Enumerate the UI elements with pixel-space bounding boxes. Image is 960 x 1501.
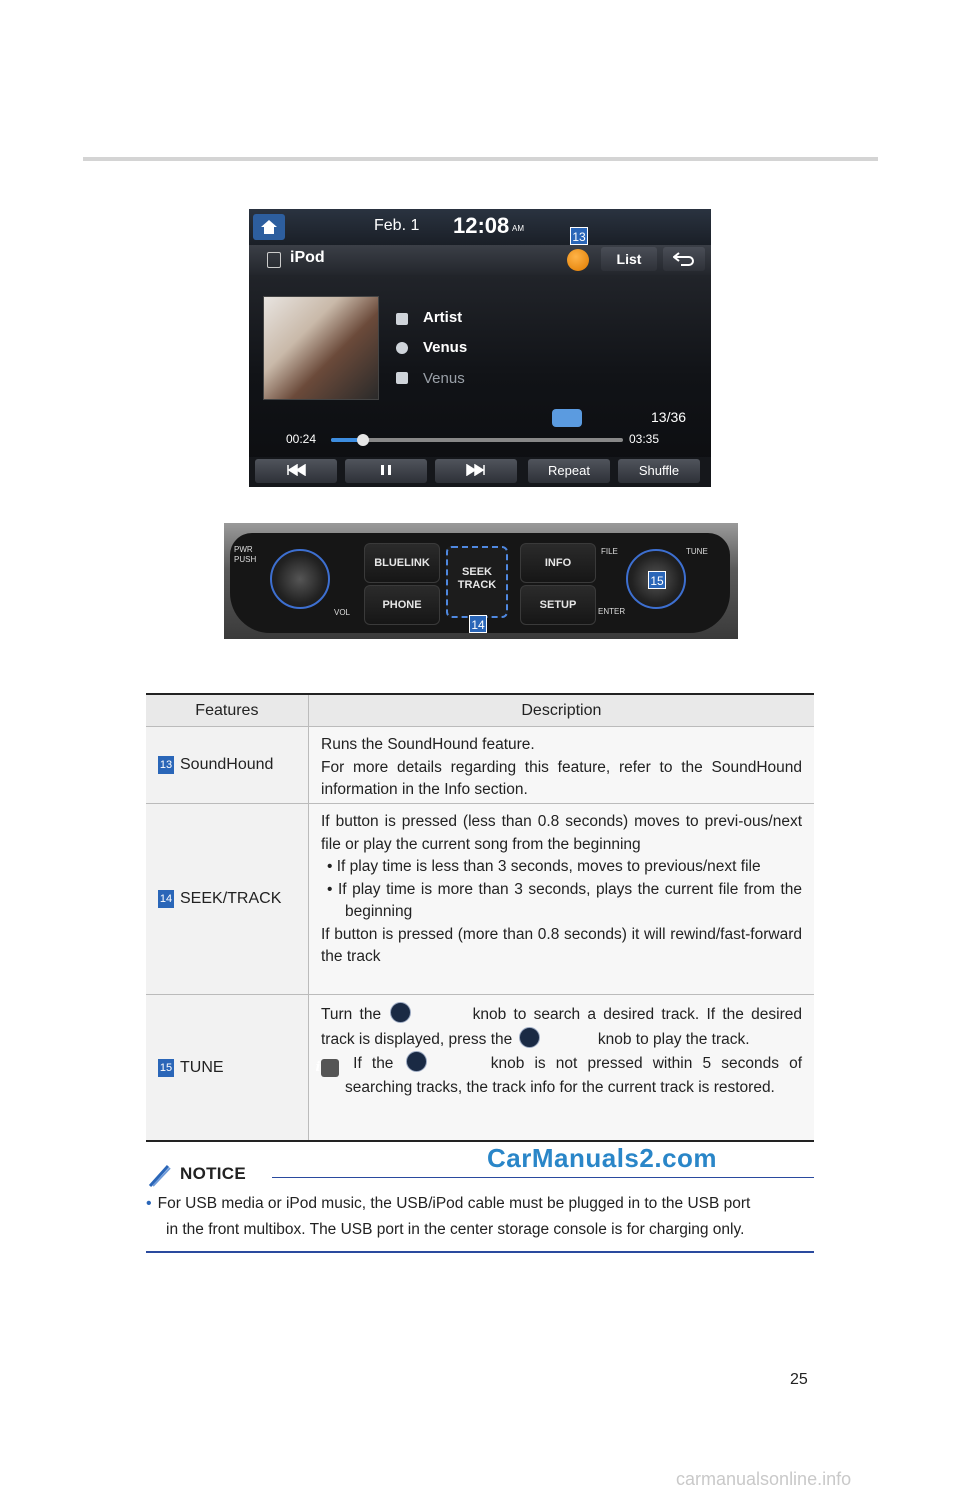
date-text: Feb. 1 bbox=[374, 217, 420, 234]
ampm-text: AM bbox=[512, 224, 524, 233]
pwr-label: PWR bbox=[234, 545, 253, 554]
album-icon bbox=[396, 372, 408, 384]
seek-label: SEEK bbox=[462, 566, 492, 578]
notice-line bbox=[146, 1191, 816, 1217]
notice-line: in the front multibox. The USB port in the center storage console is for charging only. bbox=[166, 1221, 745, 1238]
desc-bullet: • If play time is more than 3 seconds, plays the current file from the beginning bbox=[327, 880, 802, 920]
bullet-text: If play time is less than 3 seconds, moves to previous/next file bbox=[336, 858, 761, 875]
page-number: 25 bbox=[790, 1371, 808, 1388]
desc-text: knob to play the track. bbox=[597, 1030, 750, 1048]
tune-label: TUNE bbox=[686, 547, 708, 556]
notice-header bbox=[146, 1160, 814, 1190]
home-button[interactable] bbox=[253, 214, 285, 240]
features-table bbox=[146, 693, 814, 1142]
enter-label: ENTER bbox=[598, 607, 626, 616]
table-header bbox=[146, 695, 814, 727]
album-art bbox=[263, 296, 379, 400]
description-cell bbox=[308, 995, 814, 1140]
control-panel bbox=[224, 523, 738, 639]
artist-icon bbox=[396, 313, 408, 325]
callout-14-inline: 14 bbox=[158, 890, 174, 908]
bullet-text: If play time is more than 3 seconds, plays the current file from the beginning bbox=[337, 880, 802, 920]
previous-icon bbox=[286, 464, 306, 476]
progress-handle[interactable] bbox=[357, 434, 369, 446]
table-row bbox=[146, 995, 814, 1140]
file-label: FILE bbox=[601, 547, 618, 556]
desc-text: If the bbox=[353, 1055, 394, 1072]
pen-icon bbox=[146, 1162, 172, 1188]
previous-button[interactable] bbox=[255, 459, 337, 483]
feature-cell bbox=[146, 995, 308, 1140]
track-count: 13/36 bbox=[651, 409, 687, 425]
setup-button[interactable]: SETUP bbox=[520, 585, 596, 625]
tune-knob-icon bbox=[519, 1027, 540, 1048]
next-button[interactable] bbox=[435, 459, 517, 483]
callout-14: 14 bbox=[469, 615, 487, 633]
footer-watermark: carmanualsonline.info bbox=[676, 1469, 852, 1489]
soundhound-button[interactable] bbox=[567, 249, 589, 271]
table-row bbox=[146, 804, 814, 995]
shuffle-indicator-icon bbox=[552, 409, 582, 427]
total-time: 03:35 bbox=[629, 432, 660, 446]
pause-button[interactable] bbox=[345, 459, 427, 483]
callout-15-inline: 15 bbox=[158, 1059, 174, 1077]
elapsed-time: 00:24 bbox=[286, 432, 317, 446]
list-button[interactable]: List bbox=[601, 247, 657, 271]
notice-title: NOTICE bbox=[180, 1164, 247, 1183]
desc-text: knob to search a desired track. If the desired track is displayed, press the bbox=[321, 1006, 802, 1048]
top-rule bbox=[83, 157, 878, 161]
next-icon bbox=[466, 464, 486, 476]
source-label: iPod bbox=[290, 249, 325, 266]
desc-note bbox=[315, 1051, 803, 1100]
notice-bottom-rule bbox=[146, 1251, 814, 1253]
desc-paragraph bbox=[321, 1002, 802, 1051]
pause-icon bbox=[380, 464, 392, 476]
callout-15: 15 bbox=[648, 571, 666, 589]
back-button[interactable] bbox=[663, 247, 705, 271]
desc-intro: If button is pressed (less than 0.8 seconds) moves to previ-ous/next file or play the current song from the beginning bbox=[321, 813, 802, 853]
callout-13: 13 bbox=[570, 227, 588, 245]
desc-text: knob is not pressed within 5 seconds of searching tracks, the track info for the current track is restored. bbox=[345, 1055, 803, 1096]
shuffle-button[interactable]: Shuffle bbox=[618, 459, 700, 483]
seek-track-button[interactable] bbox=[446, 546, 508, 618]
watermark: CarManuals2.com bbox=[487, 1143, 718, 1173]
notice-text: For USB media or iPod music, the USB/iPod cable must be plugged in to the USB port bbox=[157, 1195, 751, 1212]
info-button[interactable]: INFO bbox=[520, 543, 596, 583]
progress-bar[interactable] bbox=[331, 438, 623, 442]
header-description: Description bbox=[308, 695, 814, 726]
repeat-button[interactable]: Repeat bbox=[528, 459, 610, 483]
bluelink-button[interactable]: BLUELINK bbox=[364, 543, 440, 583]
tune-knob-icon bbox=[390, 1002, 411, 1023]
song-icon bbox=[396, 342, 408, 354]
artist-name: Artist bbox=[423, 309, 463, 326]
description-cell bbox=[308, 727, 814, 803]
desc-outro: If button is pressed (more than 0.8 seconds) it will rewind/fast-forward the track bbox=[321, 925, 802, 965]
feature-cell bbox=[146, 727, 308, 803]
desc-line: For more details regarding this feature, refer to the SoundHound information in the Info section. bbox=[321, 758, 802, 798]
phone-button[interactable]: PHONE bbox=[364, 585, 440, 625]
home-icon bbox=[260, 219, 278, 235]
album-title: Venus bbox=[423, 370, 465, 387]
feature-cell bbox=[146, 804, 308, 994]
time-text: 12:08 bbox=[453, 213, 510, 238]
feature-name: SoundHound bbox=[180, 756, 274, 773]
desc-text: Turn the bbox=[321, 1006, 382, 1023]
tune-knob-icon bbox=[406, 1051, 427, 1072]
song-title: Venus bbox=[423, 339, 468, 356]
desc-bullet: • If play time is less than 3 seconds, moves to previous/next file bbox=[327, 858, 761, 875]
bullet-icon: • bbox=[146, 1195, 152, 1212]
feature-name: SEEK/TRACK bbox=[180, 890, 282, 907]
track-label: TRACK bbox=[457, 579, 497, 591]
description-cell bbox=[308, 804, 814, 994]
callout-13-inline: 13 bbox=[158, 756, 174, 774]
vol-label: VOL bbox=[334, 608, 351, 617]
feature-name: TUNE bbox=[180, 1058, 224, 1076]
notice-rule bbox=[272, 1177, 814, 1178]
music-source-icon bbox=[267, 252, 281, 268]
push-label: PUSH bbox=[234, 555, 257, 564]
back-icon bbox=[673, 252, 695, 266]
volume-knob[interactable] bbox=[270, 549, 330, 609]
headunit-screen bbox=[249, 209, 711, 487]
notice-body bbox=[146, 1191, 816, 1243]
desc-line: Runs the SoundHound feature. bbox=[321, 736, 535, 753]
header-features: Features bbox=[195, 702, 259, 719]
table-row bbox=[146, 727, 814, 804]
info-icon: i bbox=[321, 1059, 339, 1077]
